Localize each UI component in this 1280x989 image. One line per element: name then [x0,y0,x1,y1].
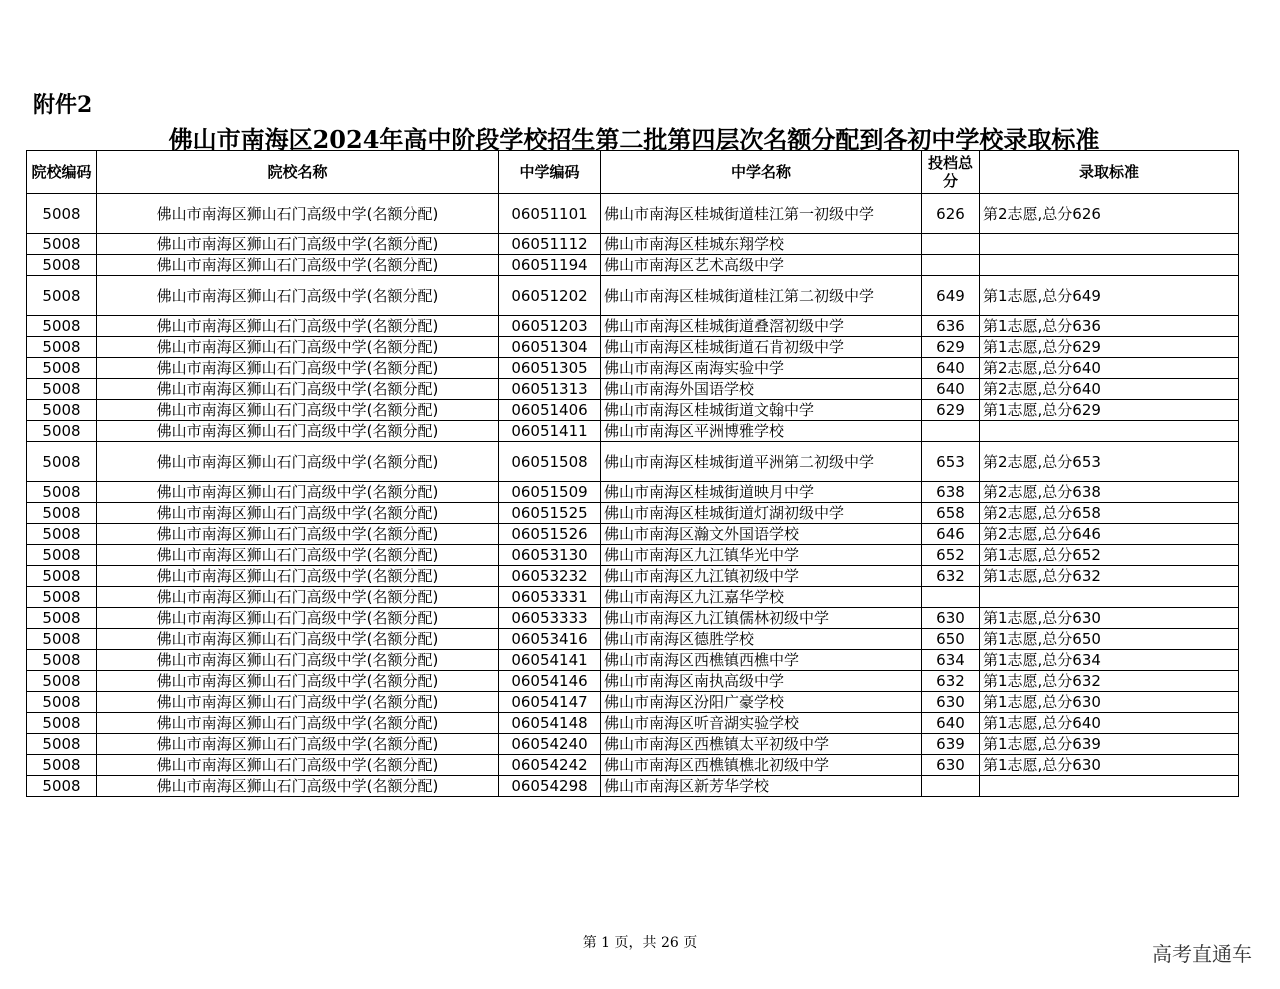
cell-school-code: 5008 [27,650,97,671]
cell-total-score [922,255,980,276]
cell-school-name: 佛山市南海区狮山石门高级中学(名额分配) [97,755,499,776]
table-row [27,421,1239,442]
table-row [27,337,1239,358]
cell-total-score: 634 [922,650,980,671]
table-row [27,692,1239,713]
cell-middle-name: 佛山市南海区桂城街道桂江第一初级中学 [601,194,922,234]
cell-school-name: 佛山市南海区狮山石门高级中学(名额分配) [97,194,499,234]
cell-school-code: 5008 [27,234,97,255]
cell-total-score: 629 [922,337,980,358]
cell-school-code: 5008 [27,194,97,234]
cell-total-score [922,776,980,797]
watermark: 高考直通车 [1152,942,1252,966]
header-middle-name: 中学名称 [601,151,922,194]
cell-school-name: 佛山市南海区狮山石门高级中学(名额分配) [97,503,499,524]
cell-standard: 第2志愿,总分640 [980,379,1239,400]
cell-total-score: 626 [922,194,980,234]
cell-school-name: 佛山市南海区狮山石门高级中学(名额分配) [97,566,499,587]
cell-standard: 第1志愿,总分636 [980,316,1239,337]
page-footer: 第 1 页，共 26 页 [582,935,698,951]
cell-total-score: 632 [922,671,980,692]
table-row [27,524,1239,545]
cell-total-score: 640 [922,379,980,400]
table-row [27,545,1239,566]
cell-school-name: 佛山市南海区狮山石门高级中学(名额分配) [97,421,499,442]
cell-school-code: 5008 [27,442,97,482]
cell-middle-code: 06051313 [499,379,601,400]
cell-standard [980,587,1239,608]
cell-school-name: 佛山市南海区狮山石门高级中学(名额分配) [97,316,499,337]
cell-school-code: 5008 [27,629,97,650]
cell-middle-name: 佛山市南海区九江镇初级中学 [601,566,922,587]
cell-middle-code: 06054147 [499,692,601,713]
cell-school-name: 佛山市南海区狮山石门高级中学(名额分配) [97,524,499,545]
cell-middle-code: 06054242 [499,755,601,776]
cell-middle-code: 06053232 [499,566,601,587]
cell-school-code: 5008 [27,379,97,400]
cell-middle-code: 06051304 [499,337,601,358]
cell-middle-code: 06054148 [499,713,601,734]
cell-middle-name: 佛山市南海区汾阳广豪学校 [601,692,922,713]
header-school-name: 院校名称 [97,151,499,194]
table-row [27,194,1239,234]
cell-middle-name: 佛山市南海区九江镇儒林初级中学 [601,608,922,629]
cell-middle-name: 佛山市南海区桂城街道叠滘初级中学 [601,316,922,337]
cell-school-name: 佛山市南海区狮山石门高级中学(名额分配) [97,379,499,400]
cell-school-name: 佛山市南海区狮山石门高级中学(名额分配) [97,276,499,316]
cell-school-name: 佛山市南海区狮山石门高级中学(名额分配) [97,776,499,797]
cell-school-name: 佛山市南海区狮山石门高级中学(名额分配) [97,671,499,692]
cell-total-score: 653 [922,442,980,482]
cell-middle-name: 佛山市南海外国语学校 [601,379,922,400]
cell-standard: 第1志愿,总分649 [980,276,1239,316]
cell-school-name: 佛山市南海区狮山石门高级中学(名额分配) [97,358,499,379]
cell-standard: 第1志愿,总分629 [980,337,1239,358]
table-row [27,713,1239,734]
header-total-score: 投档总分 [922,151,980,194]
table-row [27,629,1239,650]
cell-school-name: 佛山市南海区狮山石门高级中学(名额分配) [97,482,499,503]
cell-middle-name: 佛山市南海区艺术高级中学 [601,255,922,276]
cell-total-score: 640 [922,358,980,379]
cell-middle-name: 佛山市南海区九江嘉华学校 [601,587,922,608]
cell-middle-code: 06054146 [499,671,601,692]
cell-middle-code: 06053130 [499,545,601,566]
cell-middle-name: 佛山市南海区新芳华学校 [601,776,922,797]
cell-school-name: 佛山市南海区狮山石门高级中学(名额分配) [97,713,499,734]
cell-school-code: 5008 [27,587,97,608]
cell-standard: 第1志愿,总分630 [980,755,1239,776]
cell-school-name: 佛山市南海区狮山石门高级中学(名额分配) [97,629,499,650]
cell-middle-code: 06051112 [499,234,601,255]
cell-standard [980,255,1239,276]
cell-school-code: 5008 [27,358,97,379]
cell-standard: 第1志愿,总分639 [980,734,1239,755]
cell-standard: 第1志愿,总分634 [980,650,1239,671]
cell-standard: 第2志愿,总分646 [980,524,1239,545]
cell-school-name: 佛山市南海区狮山石门高级中学(名额分配) [97,400,499,421]
cell-total-score: 636 [922,316,980,337]
table-row [27,503,1239,524]
cell-middle-code: 06051526 [499,524,601,545]
cell-standard: 第2志愿,总分626 [980,194,1239,234]
cell-total-score: 646 [922,524,980,545]
cell-standard [980,421,1239,442]
cell-middle-code: 06053333 [499,608,601,629]
cell-middle-name: 佛山市南海区桂城街道灯湖初级中学 [601,503,922,524]
table-row [27,587,1239,608]
cell-school-name: 佛山市南海区狮山石门高级中学(名额分配) [97,587,499,608]
cell-total-score: 639 [922,734,980,755]
cell-standard: 第2志愿,总分638 [980,482,1239,503]
cell-middle-code: 06051305 [499,358,601,379]
cell-total-score [922,234,980,255]
cell-standard: 第2志愿,总分640 [980,358,1239,379]
header-standard: 录取标准 [980,151,1239,194]
table-row [27,255,1239,276]
cell-total-score: 658 [922,503,980,524]
cell-middle-code: 06054141 [499,650,601,671]
cell-middle-name: 佛山市南海区桂城街道映月中学 [601,482,922,503]
cell-total-score: 650 [922,629,980,650]
cell-middle-name: 佛山市南海区西樵镇樵北初级中学 [601,755,922,776]
table-header-row [27,151,1239,194]
cell-standard [980,234,1239,255]
cell-middle-name: 佛山市南海区九江镇华光中学 [601,545,922,566]
cell-school-name: 佛山市南海区狮山石门高级中学(名额分配) [97,545,499,566]
cell-total-score: 640 [922,713,980,734]
cell-school-code: 5008 [27,671,97,692]
cell-standard: 第1志愿,总分632 [980,566,1239,587]
table-row [27,234,1239,255]
table-row [27,734,1239,755]
cell-middle-name: 佛山市南海区西樵镇太平初级中学 [601,734,922,755]
cell-school-name: 佛山市南海区狮山石门高级中学(名额分配) [97,442,499,482]
cell-school-name: 佛山市南海区狮山石门高级中学(名额分配) [97,692,499,713]
cell-school-code: 5008 [27,255,97,276]
cell-standard: 第1志愿,总分632 [980,671,1239,692]
cell-school-code: 5008 [27,276,97,316]
cell-school-code: 5008 [27,713,97,734]
table-row [27,358,1239,379]
cell-middle-code: 06051202 [499,276,601,316]
cell-school-name: 佛山市南海区狮山石门高级中学(名额分配) [97,255,499,276]
table-row [27,379,1239,400]
cell-middle-code: 06051101 [499,194,601,234]
cell-total-score: 629 [922,400,980,421]
cell-total-score: 630 [922,608,980,629]
page-title: 佛山市南海区2024年高中阶段学校招生第二批第四层次名额分配到各初中学校录取标准 [168,125,1100,154]
cell-middle-code: 06051406 [499,400,601,421]
cell-middle-name: 佛山市南海区桂城街道桂江第二初级中学 [601,276,922,316]
table-row [27,671,1239,692]
table-row [27,755,1239,776]
table-row [27,400,1239,421]
cell-standard [980,776,1239,797]
cell-middle-name: 佛山市南海区南执高级中学 [601,671,922,692]
cell-total-score: 652 [922,545,980,566]
cell-middle-name: 佛山市南海区桂城东翔学校 [601,234,922,255]
table-row [27,316,1239,337]
cell-middle-name: 佛山市南海区瀚文外国语学校 [601,524,922,545]
cell-total-score: 649 [922,276,980,316]
cell-school-code: 5008 [27,421,97,442]
cell-standard: 第2志愿,总分658 [980,503,1239,524]
cell-school-code: 5008 [27,337,97,358]
cell-school-code: 5008 [27,692,97,713]
attachment-label: 附件2 [33,92,93,118]
admission-table [26,150,1239,797]
cell-school-name: 佛山市南海区狮山石门高级中学(名额分配) [97,734,499,755]
cell-middle-code: 06051411 [499,421,601,442]
cell-school-code: 5008 [27,566,97,587]
cell-middle-name: 佛山市南海区西樵镇西樵中学 [601,650,922,671]
cell-school-name: 佛山市南海区狮山石门高级中学(名额分配) [97,650,499,671]
cell-middle-code: 06054298 [499,776,601,797]
cell-total-score: 630 [922,692,980,713]
cell-standard: 第1志愿,总分630 [980,608,1239,629]
header-middle-code: 中学编码 [499,151,601,194]
cell-standard: 第1志愿,总分652 [980,545,1239,566]
table-row [27,566,1239,587]
cell-middle-name: 佛山市南海区平洲博雅学校 [601,421,922,442]
table-row [27,482,1239,503]
cell-school-code: 5008 [27,755,97,776]
cell-total-score [922,587,980,608]
cell-school-name: 佛山市南海区狮山石门高级中学(名额分配) [97,337,499,358]
cell-middle-name: 佛山市南海区桂城街道文翰中学 [601,400,922,421]
cell-middle-code: 06054240 [499,734,601,755]
cell-school-code: 5008 [27,482,97,503]
cell-middle-name: 佛山市南海区桂城街道平洲第二初级中学 [601,442,922,482]
cell-middle-code: 06051203 [499,316,601,337]
cell-standard: 第1志愿,总分630 [980,692,1239,713]
cell-school-code: 5008 [27,734,97,755]
cell-middle-name: 佛山市南海区南海实验中学 [601,358,922,379]
cell-middle-code: 06051508 [499,442,601,482]
cell-school-name: 佛山市南海区狮山石门高级中学(名额分配) [97,234,499,255]
header-school-code: 院校编码 [27,151,97,194]
cell-school-name: 佛山市南海区狮山石门高级中学(名额分配) [97,608,499,629]
cell-total-score [922,421,980,442]
cell-school-code: 5008 [27,545,97,566]
cell-middle-code: 06051525 [499,503,601,524]
table-row [27,276,1239,316]
table-row [27,442,1239,482]
table-row [27,776,1239,797]
cell-middle-code: 06053331 [499,587,601,608]
cell-school-code: 5008 [27,316,97,337]
cell-middle-code: 06053416 [499,629,601,650]
cell-school-code: 5008 [27,503,97,524]
cell-standard: 第1志愿,总分640 [980,713,1239,734]
cell-school-code: 5008 [27,400,97,421]
cell-middle-name: 佛山市南海区德胜学校 [601,629,922,650]
cell-standard: 第2志愿,总分653 [980,442,1239,482]
cell-total-score: 630 [922,755,980,776]
cell-school-code: 5008 [27,524,97,545]
cell-middle-code: 06051194 [499,255,601,276]
cell-middle-code: 06051509 [499,482,601,503]
cell-school-code: 5008 [27,608,97,629]
cell-middle-name: 佛山市南海区桂城街道石肯初级中学 [601,337,922,358]
cell-total-score: 638 [922,482,980,503]
cell-middle-name: 佛山市南海区听音湖实验学校 [601,713,922,734]
cell-standard: 第1志愿,总分650 [980,629,1239,650]
table-row [27,608,1239,629]
cell-total-score: 632 [922,566,980,587]
cell-standard: 第1志愿,总分629 [980,400,1239,421]
cell-school-code: 5008 [27,776,97,797]
table-row [27,650,1239,671]
